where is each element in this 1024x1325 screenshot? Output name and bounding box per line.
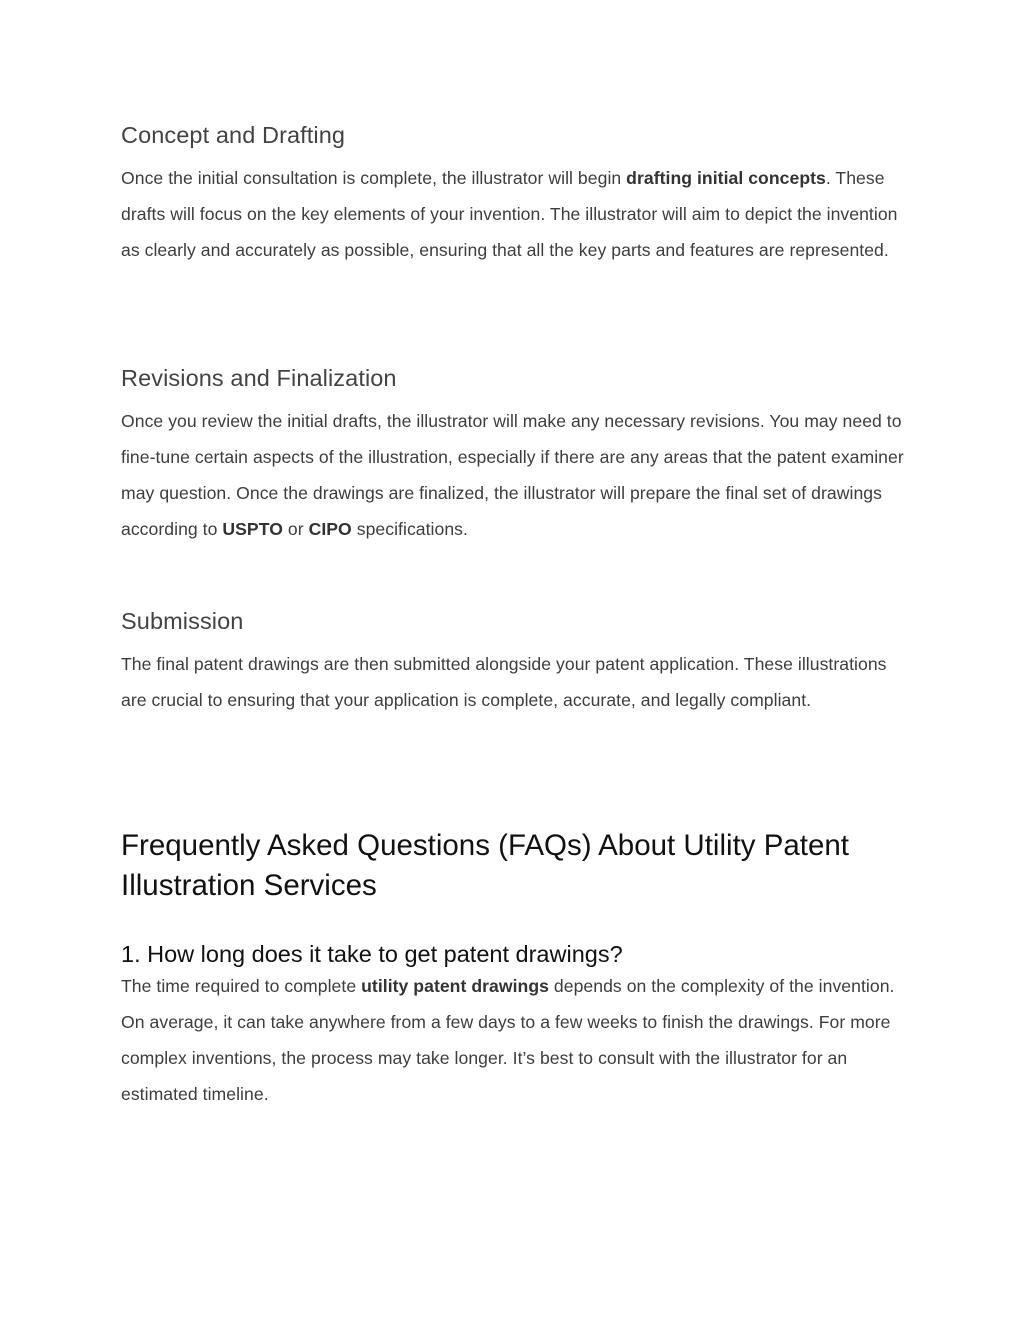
paragraph-text: Once you review the initial drafts, the illustrator will make any necessary revisions. You may need to fine-tune certain aspects of the illustration, especially if there are any areas that the patent examiner may question. Once the drawings are finalized, the illustrator will prepare the final set of drawings according to (121, 411, 904, 539)
section-submission (121, 607, 911, 718)
paragraph-text: The time required to complete (121, 976, 362, 996)
paragraph-text: or (282, 519, 309, 539)
section-heading: Submission (121, 608, 244, 634)
section-concept-and-drafting (121, 121, 911, 268)
bold-text: drafting initial concepts (626, 168, 826, 188)
section-heading: Revisions and Finalization (121, 365, 397, 391)
section-heading: Concept and Drafting (121, 122, 346, 148)
section-paragraph (121, 160, 911, 268)
section-paragraph (121, 403, 911, 547)
faq-title: Frequently Asked Questions (FAQs) About Utility Patent Illustration Services (121, 829, 850, 902)
section-paragraph: The final patent drawings are then submitted alongside your patent application. These illustrations are crucial to ensuring that your application is complete, accurate, and legally compliant. (121, 654, 887, 710)
paragraph-text: depends on the complexity of the invention. On average, it can take anywhere from a few days to a few weeks to finish the drawings. For more complex inventions, the process may take longer. It’s best to consult with the illustrator for an estimated timeline. (121, 976, 895, 1104)
bold-text: utility patent drawings (361, 976, 549, 996)
bold-text: USPTO (222, 519, 283, 539)
paragraph-text: . These drafts will focus on the key elements of your invention. The illustrator will aim to depict the invention as clearly and accurately as possible, ensuring that all the key parts and features are represented. (121, 168, 898, 260)
paragraph-text: Once the initial consultation is complete, the illustrator will begin (121, 168, 627, 188)
faq-section (121, 826, 911, 906)
faq-answer (121, 968, 911, 1112)
faq-item (121, 939, 911, 1112)
bold-text: CIPO (308, 519, 352, 539)
paragraph-text: specifications. (351, 519, 468, 539)
faq-question: 1. How long does it take to get patent drawings? (121, 941, 623, 967)
section-revisions-and-finalization (121, 364, 911, 547)
